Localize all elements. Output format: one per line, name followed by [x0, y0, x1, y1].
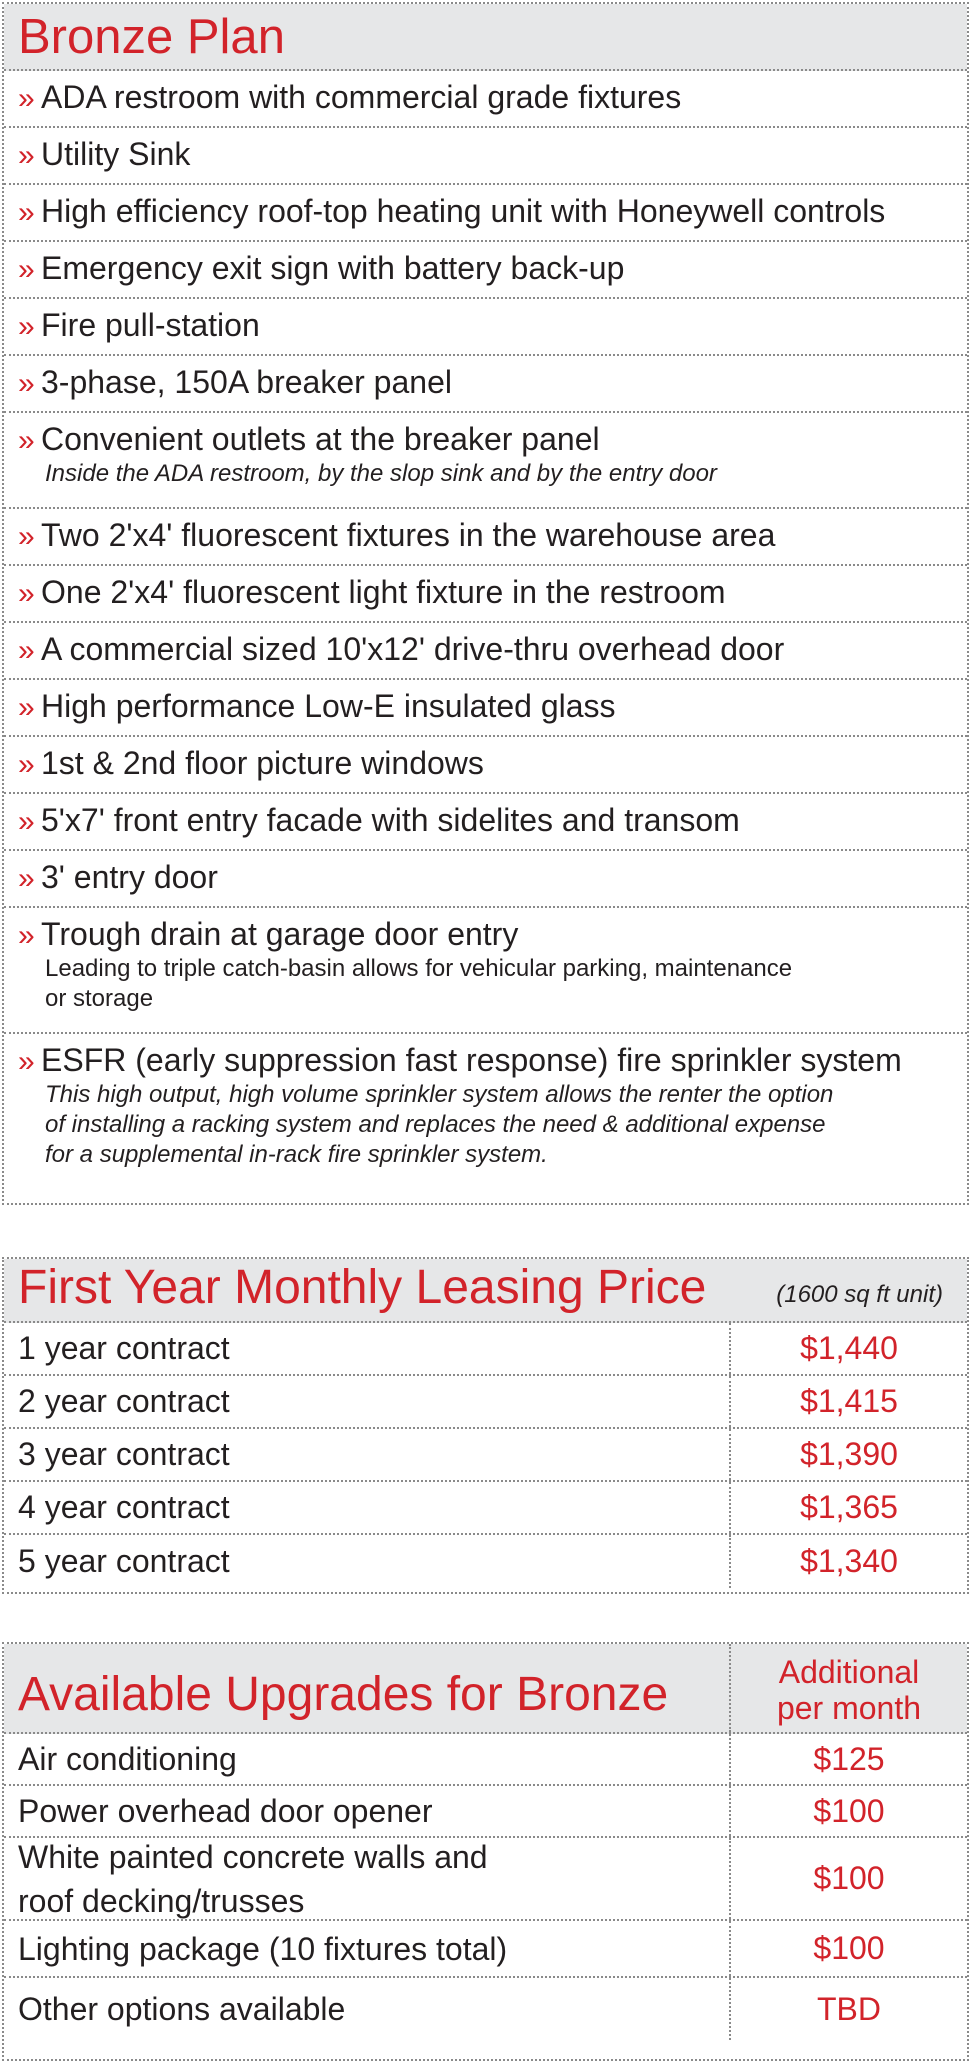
feature-line [18, 134, 957, 174]
feature-line [18, 362, 957, 402]
feature-detail: or storage [45, 985, 154, 1012]
bronze-plan-header [4, 4, 967, 71]
bullet-icon: » [18, 691, 35, 724]
feature-line [18, 77, 957, 117]
upgrade-price: TBD [817, 1990, 881, 2027]
feature-item [4, 509, 967, 566]
table-row [4, 1734, 967, 1786]
feature-text: ADA restroom with commercial grade fixtures [41, 79, 682, 115]
bullet-icon: » [18, 919, 35, 952]
monthly-price: $1,340 [800, 1543, 898, 1579]
bullet-icon: » [18, 253, 35, 286]
leasing-header [4, 1259, 967, 1323]
upgrades-title: Available Upgrades for Bronze [18, 1668, 669, 1721]
feature-item [4, 623, 967, 680]
feature-item [4, 794, 967, 851]
table-row [4, 1376, 967, 1429]
feature-item [4, 299, 967, 356]
contract-term: 2 year contract [4, 1376, 731, 1427]
feature-item [4, 356, 967, 413]
bullet-icon: » [18, 634, 35, 667]
feature-text: ESFR (early suppression fast response) fire sprinkler system [41, 1042, 902, 1078]
feature-line [18, 191, 957, 231]
leasing-table [4, 1323, 967, 1588]
feature-text: A commercial sized 10'x12' drive-thru overhead door [41, 631, 785, 667]
feature-item [4, 413, 967, 509]
feature-text: Trough drain at garage door entry [41, 916, 519, 952]
feature-text: Utility Sink [41, 136, 191, 172]
upgrades-title-cell [4, 1644, 731, 1732]
upgrade-name [4, 1734, 731, 1784]
feature-line [18, 914, 957, 954]
feature-line [18, 629, 957, 669]
bullet-icon: » [18, 367, 35, 400]
feature-item [4, 737, 967, 794]
feature-line [18, 857, 957, 897]
upgrade-price: $125 [813, 1740, 885, 1777]
feature-text: 5'x7' front entry facade with sidelites and transom [41, 802, 740, 838]
upgrade-price: $100 [813, 1860, 885, 1896]
upgrade-name-line: Other options available [18, 1991, 346, 2027]
feature-text: One 2'x4' fluorescent light fixture in the restroom [41, 574, 726, 610]
bullet-icon: » [18, 139, 35, 172]
upgrade-name-line: Power overhead door opener [18, 1793, 433, 1829]
feature-detail: of installing a racking system and replaces the need & additional expense [45, 1111, 826, 1138]
table-row [4, 1482, 967, 1535]
feature-item [4, 185, 967, 242]
upgrades-section [2, 1642, 969, 2061]
feature-text: Emergency exit sign with battery back-up [41, 250, 625, 286]
bullet-icon: » [18, 805, 35, 838]
leasing-price-section [2, 1257, 969, 1594]
feature-line [18, 515, 957, 555]
upgrade-name-line: Air conditioning [18, 1741, 237, 1777]
upgrade-name-line: roof decking/trusses [18, 1882, 305, 1919]
bullet-icon: » [18, 310, 35, 343]
contract-term: 3 year contract [4, 1429, 731, 1480]
bullet-icon: » [18, 1045, 35, 1078]
feature-item [4, 1034, 967, 1198]
feature-line [18, 743, 957, 783]
bullet-icon: » [18, 82, 35, 115]
feature-text: 3' entry door [41, 859, 218, 895]
feature-text: Two 2'x4' fluorescent fixtures in the warehouse area [41, 517, 776, 553]
contract-term: 1 year contract [4, 1323, 731, 1374]
feature-detail: This high output, high volume sprinkler system allows the renter the option [45, 1081, 834, 1108]
bullet-icon: » [18, 577, 35, 610]
unit-size-note: (1600 sq ft unit) [776, 1281, 943, 1308]
bullet-icon: » [18, 748, 35, 781]
feature-item [4, 128, 967, 185]
upgrade-name [4, 1838, 731, 1919]
feature-item [4, 71, 967, 128]
feature-text: 1st & 2nd floor picture windows [41, 745, 484, 781]
table-row [4, 1978, 967, 2040]
upgrade-price: $100 [813, 1930, 885, 1966]
upgrade-name [4, 1921, 731, 1976]
table-row [4, 1429, 967, 1482]
feature-item [4, 908, 967, 1034]
column-header-line: per month [776, 1690, 922, 1726]
upgrade-name-line: Lighting package (10 fixtures total) [18, 1930, 508, 1967]
bullet-icon: » [18, 424, 35, 457]
monthly-price: $1,390 [800, 1436, 898, 1472]
feature-item [4, 851, 967, 908]
monthly-price: $1,415 [800, 1383, 898, 1419]
bullet-icon: » [18, 196, 35, 229]
feature-line [18, 1040, 957, 1080]
column-header-line: Additional [778, 1654, 920, 1690]
feature-text: High performance Low-E insulated glass [41, 688, 616, 724]
bullet-icon: » [18, 862, 35, 895]
feature-detail: for a supplemental in-rack fire sprinkler system. [45, 1141, 548, 1168]
table-row [4, 1786, 967, 1838]
feature-detail: Leading to triple catch-basin allows for vehicular parking, maintenance [45, 955, 793, 982]
feature-list [4, 71, 967, 1198]
table-row [4, 1921, 967, 1978]
upgrades-header [4, 1644, 967, 1734]
feature-detail: Inside the ADA restroom, by the slop sink and by the entry door [45, 460, 717, 487]
feature-item [4, 242, 967, 299]
monthly-price: $1,365 [800, 1489, 898, 1525]
feature-text: 3-phase, 150A breaker panel [41, 364, 452, 400]
leasing-title: First Year Monthly Leasing Price [18, 1261, 707, 1314]
upgrade-price: $100 [813, 1792, 885, 1829]
table-row [4, 1838, 967, 1921]
table-row [4, 1535, 967, 1588]
feature-item [4, 566, 967, 623]
upgrades-table [4, 1734, 967, 2040]
contract-term: 4 year contract [4, 1482, 731, 1533]
bullet-icon: » [18, 520, 35, 553]
contract-term: 5 year contract [4, 1535, 731, 1588]
feature-line [18, 305, 957, 345]
bronze-plan-section [2, 2, 969, 1205]
feature-line [18, 572, 957, 612]
bronze-plan-title: Bronze Plan [18, 9, 285, 64]
additional-per-month-header [731, 1644, 967, 1732]
upgrade-name [4, 1786, 731, 1836]
feature-line [18, 248, 957, 288]
monthly-price: $1,440 [800, 1330, 898, 1366]
upgrade-name-line: White painted concrete walls and [18, 1838, 488, 1875]
feature-line [18, 686, 957, 726]
table-row [4, 1323, 967, 1376]
feature-text: Fire pull-station [41, 307, 260, 343]
feature-line [18, 419, 957, 459]
upgrade-name [4, 1978, 731, 2040]
feature-text: Convenient outlets at the breaker panel [41, 421, 600, 457]
feature-text: High efficiency roof-top heating unit with Honeywell controls [41, 193, 886, 229]
feature-line [18, 800, 957, 840]
feature-item [4, 680, 967, 737]
